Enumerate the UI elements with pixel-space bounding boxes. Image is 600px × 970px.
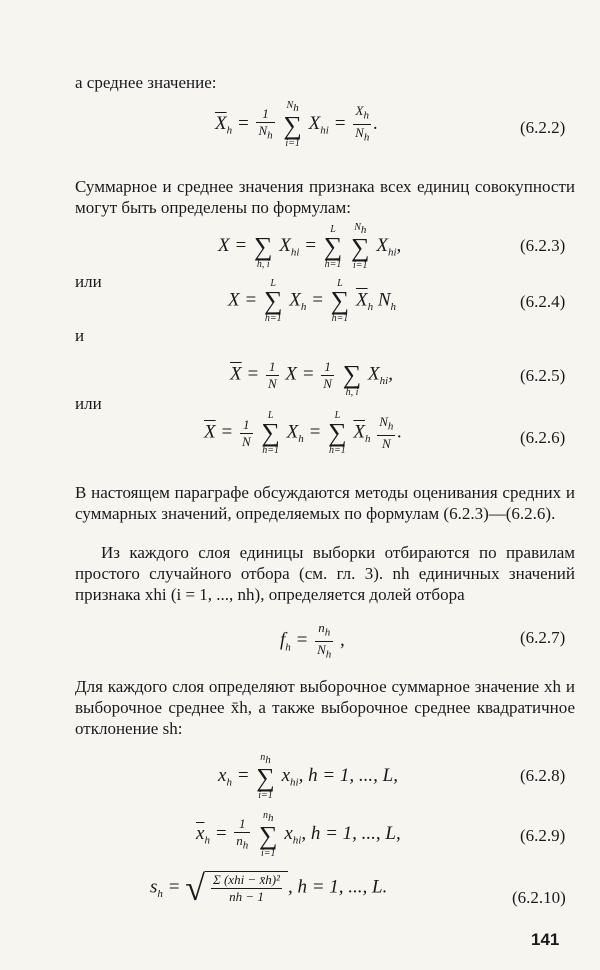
eq-624-term3: N [377,289,391,311]
eq-622-sum-upper-sub: h [293,102,299,114]
eq-6210-den: nh − 1 [229,889,264,904]
eq-629-sum: $n_h$ ∑ i=1 [259,810,278,859]
equation-6-2-6: $\overline{X}$ = $\frac{1}{N}$ L ∑ h=1 $X_h$ = L ∑ h=1 $\overline{X}_h$ $\frac{N_h}{N}$ . [204,410,403,456]
eq-623-sum2-lower: h=1 [324,258,342,270]
equation-6-2-3: X = ∑ h, i $X_{hi}$ = L ∑ h=1 $N_h$ ∑ i=1 $X_{hi}$, [218,222,402,271]
paragraph-1: Суммарное и среднее значения признака всех единиц совокупности могут быть определены по формулам: [75,177,575,217]
eq-number-6-2-9: (6.2.9) [520,826,566,845]
eq-622-term: X [308,112,321,134]
eq-622-sum-lower: i=1 [285,138,300,149]
eq-626-term2-sub: h [365,433,371,446]
eq-627-den-sub: h [325,648,332,661]
eq-623-sum3-upper: N [354,222,361,233]
eq-6210-frac [211,872,282,905]
eq-6210-lhs: s [150,876,158,898]
eq-628-sum-lower: i=1 [258,790,273,801]
eq-626-term1: X [286,421,299,443]
eq-622-frac2 [353,103,371,145]
eq-627-tail: , [340,629,345,651]
eq-629-term: x [284,822,293,844]
eq-626-frac2-num: N [379,414,388,430]
eq-629-frac-den-sub: h [242,839,249,852]
eq-625-sum: ∑ h, i [342,360,362,398]
eq-623-term1: X [279,234,291,256]
eq-622-frac1-num: 1 [256,106,274,123]
eq-number-6-2-10: (6.2.10) [512,888,566,907]
eq-number-6-2-2: (6.2.2) [520,118,566,137]
eq-622-frac2-den-sub: h [363,131,370,144]
paragraph-2: В настоящем параграфе обсуждаются методы оценивания средних и суммарных значений, определяемых по формулам (6.2.3)—(6.2.6). [75,483,575,523]
eq-628-term: x [281,764,290,786]
eq-number-6-2-8: (6.2.8) [520,766,566,785]
eq-626-frac2 [377,414,395,452]
eq-6210-radicand [205,871,288,905]
eq-624-term2: $\overline{X}$ [355,289,368,311]
eq-624-term1-sub: h [300,301,307,314]
eq-626-frac1-num: 1 [240,417,253,434]
eq-623-sum3-upper-sub: h [360,224,367,236]
eq-629-term-sub: hi [292,834,302,847]
sqrt-symbol: √ [185,868,205,908]
eq-629-sum-upper: n [263,810,269,821]
intro-text: а среднее значение: [75,73,217,92]
eq-623-sum2-upper: L [330,223,336,235]
eq-623-term2: X [376,234,388,256]
eq-626-sum1-upper: L [267,410,274,421]
eq-623-sum2: L ∑ h=1 [323,223,343,270]
eq-629-sum-upper-sub: h [268,812,274,824]
equation-6-2-4: X = L ∑ h=1 $X_h$ = L ∑ h=1 $\overline{X}_h$ $N_h$ [228,278,397,324]
eq-622-sum-upper: N [286,100,294,111]
eq-623-sum3-lower: i=1 [353,260,368,271]
eq-624-sum2-upper: L [337,278,343,289]
eq-627-num: n [318,620,325,635]
eq-626-sum2-upper: L [334,410,341,421]
eq-626-lhs: $\overline{X}$ [204,421,216,443]
eq-629-lhs-sub: h [204,834,210,847]
eq-623-lhs: X = [218,234,248,256]
eq-624-sum1-upper: L [270,278,276,289]
eq-622-frac2-den: N [355,125,364,140]
eq-625-frac2-den: N [323,375,332,391]
eq-625-frac2-num: 1 [321,359,334,376]
eq-623-term1-sub: hi [290,246,300,259]
eq-629-frac-den: n [236,832,243,848]
eq-626-frac2-num-sub: h [387,420,394,433]
eq-625-frac1 [266,359,279,392]
eq-6210-tail: , h = 1, ..., L. [287,876,388,898]
eq-625-term-sub: hi [379,375,389,388]
eq-623-sum1-lower: h, i [256,258,270,270]
equation-6-2-7: $f_h$ = $\frac{n_h}{N_h}$ , [280,620,345,661]
eq-626-term1-sub: h [298,433,304,446]
eq-629-frac-num: 1 [234,816,250,833]
eq-622-sum: $N_h$ ∑ i=1 [283,100,302,149]
and-label: и [75,326,85,345]
equation-6-2-10: $s_h$ = √ $\frac{\text{Σ (xhi − x̄h)²}}{nh - 1}$ , h = 1, ..., L. [150,868,388,908]
paragraph-4: Для каждого слоя определяют выборочное суммарное значение xh и выборочное среднее x̄h, а также выборочное среднее квадратичное отклонение sh: [75,677,575,738]
eq-629-lhs: $\overline{x}$ [196,822,205,844]
eq-number-6-2-4: (6.2.4) [520,292,566,311]
eq-626-sum2: L ∑ h=1 [328,410,347,456]
eq-622-lhs-sub: h [226,124,233,137]
eq-622-lhs: $\overline{X}$ [215,112,227,134]
eq-629-sum-lower: i=1 [261,848,276,859]
eq-628-lhs: x [218,764,227,786]
eq-624-term1: X [289,289,301,311]
eq-622-frac2-num-sub: h [363,110,369,122]
eq-624-sum2-lower: h=1 [331,313,349,324]
eq-624-lhs: X = [228,289,258,311]
eq-629-frac [234,816,250,854]
eq-625-sum-lower: h, i [345,387,359,398]
eq-number-6-2-7: (6.2.7) [520,628,566,647]
eq-622-frac2-num: X [355,103,364,119]
equation-6-2-5: $\overline{X}$ = $\frac{1}{N}$ X = $\frac{1}{N}$ ∑ h, i $X_{hi}$, [230,352,393,398]
eq-627-frac [315,620,333,662]
equation-6-2-9: $\overline{x}_h$ = $\frac{1}{n_h}$ $n_h$ ∑ i=1 $x_{hi}$, h = 1, ..., L, [196,810,401,859]
eq-625-frac1-den: N [267,375,277,391]
eq-number-6-2-3: (6.2.3) [520,236,566,255]
eq-628-sum-upper-sub: h [265,754,271,766]
eq-624-sum2: L ∑ h=1 [330,278,350,324]
eq-624-term2-sub: h [367,301,374,314]
equation-6-2-2: $\overline{X}_h$ = $\frac{1}{N_h}$ $N_h$ ∑ i=1 $X_{hi}$ = $\frac{X_h}{N_h}$ . [215,100,379,149]
eq-number-6-2-5: (6.2.5) [520,366,566,385]
eq-622-term-sub: hi [320,124,329,137]
eq-628-tail: , h = 1, ..., L, [298,764,398,786]
eq-627-lhs-sub: h [285,641,291,654]
eq-6210-num: Σ (xhi − x̄h)² [213,872,280,887]
eq-625-lhs: $\overline{X}$ [230,363,242,385]
eq-627-lhs: f [280,629,286,651]
eq-623-sum1: ∑ h, i [253,231,273,270]
paragraph-3: Из каждого слоя единицы выборки отбираются по правилам простого случайного отбора (см. гл. 3). nh единичных значений признака xhi (i = 1, ..., nh), определяется долей отбора [75,543,575,604]
eq-623-sum3: $N_h$ ∑ i=1 [351,222,370,271]
eq-627-den: N [317,641,326,657]
eq-622-frac1-den: N [258,122,268,138]
eq-624-sum1-lower: h=1 [264,313,282,324]
eq-626-sum1-lower: h=1 [262,445,279,456]
eq-625-mid: X [285,363,297,385]
eq-624-sum1: L ∑ h=1 [263,278,283,324]
equation-6-2-8: $x_h$ = $n_h$ ∑ i=1 $x_{hi}$, h = 1, ..., L, [218,752,398,801]
or-label-2: или [75,394,102,413]
eq-6210-lhs-sub: h [157,888,163,901]
eq-628-lhs-sub: h [226,776,232,789]
eq-624-term3-sub: h [390,301,397,314]
eq-627-num-sub: h [324,626,331,639]
eq-number-6-2-6: (6.2.6) [520,428,566,447]
eq-622-frac1 [256,106,274,144]
eq-628-term-sub: hi [290,776,299,789]
eq-626-sum2-lower: h=1 [328,445,346,456]
eq-629-tail: , h = 1, ..., L, [301,822,401,844]
eq-628-sum: $n_h$ ∑ i=1 [256,752,275,801]
eq-623-term2-sub: hi [387,246,397,259]
eq-622-frac1-den-sub: h [267,129,273,142]
eq-625-term: X [368,363,380,385]
eq-625-frac2 [321,359,334,392]
eq-626-frac2-den: N [382,435,391,451]
page-number: 141 [531,930,560,949]
eq-626-frac1-den: N [241,433,251,449]
or-label-1: или [75,272,102,291]
eq-626-term2: $\overline{X}$ [353,421,365,443]
eq-628-sum-upper: n [260,752,266,763]
eq-626-sum1: L ∑ h=1 [261,410,280,456]
eq-626-frac1 [240,417,253,450]
eq-625-frac1-num: 1 [266,359,279,376]
